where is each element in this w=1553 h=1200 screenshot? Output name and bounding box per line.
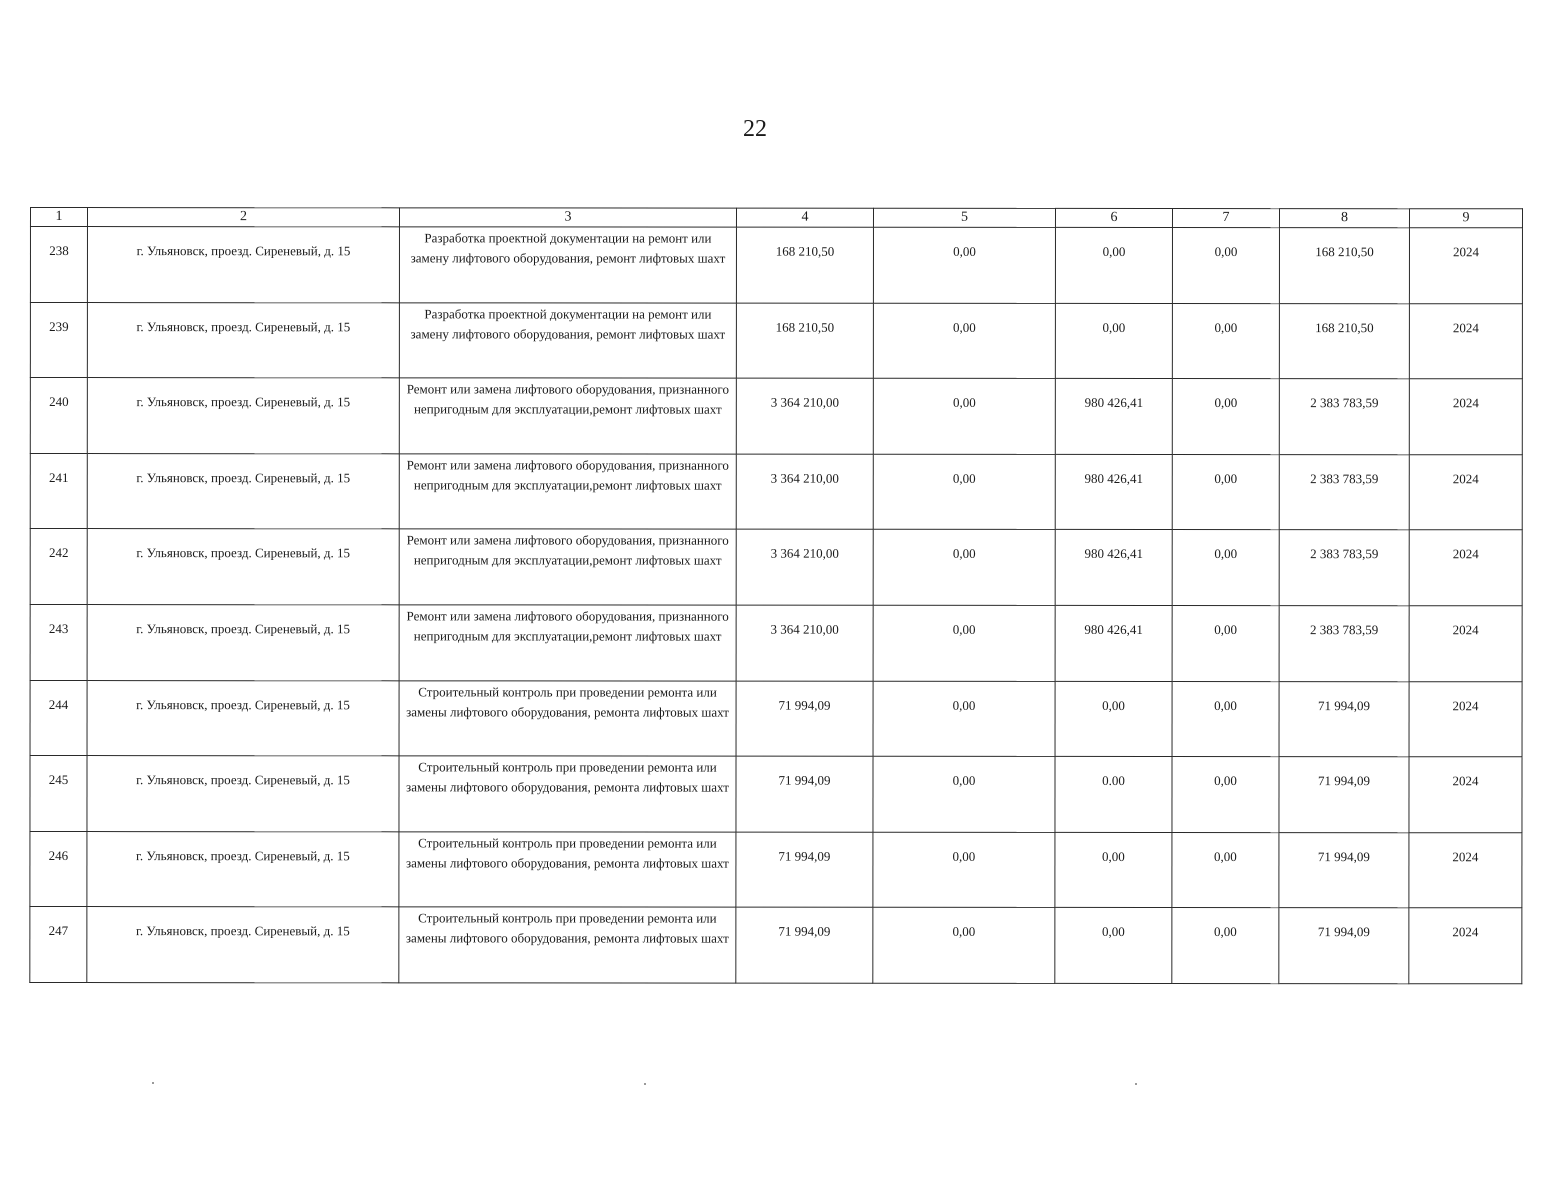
address-cell: г. Ульяновск, проезд. Сиреневый, д. 15 (87, 756, 399, 832)
header-col-1: 1 (30, 208, 87, 227)
header-col-5: 5 (873, 208, 1055, 227)
col6-cell: 980 426,41 (1055, 605, 1172, 681)
work-description-cell: Ремонт или замена лифтового оборудования, признанного непригодным для эксплуатации,ремонт лифтовых шахт (399, 605, 736, 681)
col5-cell: 0,00 (873, 681, 1055, 757)
col8-cell: 71 994,09 (1279, 832, 1409, 908)
work-description-cell: Разработка проектной документации на ремонт или замену лифтового оборудования, ремонт лифтовых шахт (399, 227, 736, 303)
address-cell: г. Ульяновск, проезд. Сиреневый, д. 15 (87, 605, 399, 681)
total-cost-cell: 3 364 210,00 (736, 454, 873, 530)
year-cell: 2024 (1409, 303, 1522, 379)
total-cost-cell: 71 994,09 (736, 756, 873, 832)
work-description-cell: Строительный контроль при проведении ремонта или замены лифтового оборудования, ремонта лифтовых шахт (399, 756, 736, 832)
col7-cell: 0,00 (1172, 908, 1279, 984)
col8-cell: 168 210,50 (1279, 228, 1409, 304)
row-number: 239 (30, 302, 87, 378)
row-number: 240 (30, 378, 87, 454)
work-description-cell: Ремонт или замена лифтового оборудования, признанного непригодным для эксплуатации,ремонт лифтовых шахт (399, 529, 736, 605)
col7-cell: 0,00 (1172, 832, 1279, 908)
header-col-2: 2 (87, 208, 399, 227)
row-number: 241 (30, 453, 87, 529)
row-number: 246 (30, 831, 87, 907)
col6-cell: 980 426,41 (1055, 454, 1172, 530)
col5-cell: 0,00 (873, 378, 1055, 454)
total-cost-cell: 3 364 210,00 (736, 605, 873, 681)
address-cell: г. Ульяновск, проезд. Сиреневый, д. 15 (87, 378, 399, 454)
row-number: 247 (30, 907, 87, 983)
address-cell: г. Ульяновск, проезд. Сиреневый, д. 15 (87, 453, 399, 529)
header-col-9: 9 (1409, 209, 1522, 228)
col8-cell: 168 210,50 (1279, 303, 1409, 379)
table-row (30, 907, 1522, 984)
works-table (29, 207, 1523, 984)
total-cost-cell: 3 364 210,00 (736, 529, 873, 605)
table-body (30, 227, 1523, 984)
scan-speck (644, 1083, 646, 1085)
col7-cell: 0,00 (1172, 530, 1279, 606)
table-row (30, 680, 1522, 757)
col5-cell: 0,00 (873, 605, 1055, 681)
year-cell: 2024 (1409, 379, 1522, 455)
address-cell: г. Ульяновск, проезд. Сиреневый, д. 15 (87, 680, 399, 756)
table-row (30, 529, 1522, 606)
work-description-cell: Строительный контроль при проведении ремонта или замены лифтового оборудования, ремонта лифтовых шахт (399, 832, 736, 908)
col6-cell: 0.00 (1055, 757, 1172, 833)
table-row (30, 227, 1522, 304)
col8-cell: 71 994,09 (1279, 681, 1409, 757)
col6-cell: 980 426,41 (1055, 530, 1172, 606)
total-cost-cell: 71 994,09 (736, 681, 873, 757)
col5-cell: 0,00 (873, 756, 1055, 832)
col8-cell: 71 994,09 (1279, 757, 1409, 833)
header-col-3: 3 (399, 208, 736, 227)
year-cell: 2024 (1409, 908, 1522, 984)
table-row (30, 831, 1522, 908)
header-col-6: 6 (1055, 208, 1172, 227)
col7-cell: 0,00 (1172, 454, 1279, 530)
col6-cell: 0,00 (1055, 908, 1172, 984)
col7-cell: 0,00 (1172, 379, 1279, 455)
row-number: 242 (30, 529, 87, 605)
col5-cell: 0,00 (873, 303, 1055, 379)
year-cell: 2024 (1409, 454, 1522, 530)
col5-cell: 0,00 (873, 454, 1055, 530)
work-description-cell: Разработка проектной документации на ремонт или замену лифтового оборудования, ремонт лифтовых шахт (399, 302, 736, 378)
address-cell: г. Ульяновск, проезд. Сиреневый, д. 15 (87, 831, 399, 907)
table-row (30, 302, 1522, 379)
page-number: 22 (743, 116, 767, 142)
work-description-cell: Строительный контроль при проведении ремонта или замены лифтового оборудования, ремонта лифтовых шахт (399, 680, 736, 756)
year-cell: 2024 (1409, 832, 1522, 908)
col6-cell: 0,00 (1055, 681, 1172, 757)
header-col-4: 4 (736, 208, 873, 227)
col7-cell: 0,00 (1172, 757, 1279, 833)
col6-cell: 0,00 (1055, 303, 1172, 379)
year-cell: 2024 (1409, 681, 1522, 757)
table-row (30, 604, 1522, 681)
total-cost-cell: 3 364 210,00 (736, 378, 873, 454)
address-cell: г. Ульяновск, проезд. Сиреневый, д. 15 (87, 302, 399, 378)
year-cell: 2024 (1409, 530, 1522, 606)
row-number: 245 (30, 756, 87, 832)
col7-cell: 0,00 (1172, 605, 1279, 681)
row-number: 243 (30, 604, 87, 680)
work-description-cell: Ремонт или замена лифтового оборудования, признанного непригодным для эксплуатации,ремонт лифтовых шахт (399, 454, 736, 530)
address-cell: г. Ульяновск, проезд. Сиреневый, д. 15 (87, 227, 399, 303)
col6-cell: 980 426,41 (1055, 379, 1172, 455)
table-row (30, 453, 1522, 530)
col8-cell: 2 383 783,59 (1279, 606, 1409, 682)
table-header (30, 208, 1522, 228)
col5-cell: 0,00 (873, 832, 1055, 908)
col6-cell: 0,00 (1055, 227, 1172, 303)
total-cost-cell: 71 994,09 (736, 832, 873, 908)
address-cell: г. Ульяновск, проезд. Сиреневый, д. 15 (87, 907, 399, 983)
header-row (30, 208, 1522, 228)
col5-cell: 0,00 (873, 908, 1055, 984)
year-cell: 2024 (1409, 757, 1522, 833)
header-col-7: 7 (1172, 208, 1279, 227)
address-cell: г. Ульяновск, проезд. Сиреневый, д. 15 (87, 529, 399, 605)
year-cell: 2024 (1409, 228, 1522, 304)
col7-cell: 0,00 (1172, 303, 1279, 379)
table-row (30, 378, 1522, 455)
total-cost-cell: 168 210,50 (736, 303, 873, 379)
col8-cell: 2 383 783,59 (1279, 454, 1409, 530)
work-description-cell: Ремонт или замена лифтового оборудования, признанного непригодным для эксплуатации,ремонт лифтовых шахт (399, 378, 736, 454)
col7-cell: 0,00 (1172, 681, 1279, 757)
table-row (30, 756, 1522, 833)
row-number: 244 (30, 680, 87, 756)
col8-cell: 71 994,09 (1279, 908, 1409, 984)
col5-cell: 0,00 (873, 530, 1055, 606)
col6-cell: 0,00 (1055, 832, 1172, 908)
scan-speck (1135, 1083, 1137, 1085)
total-cost-cell: 71 994,09 (736, 907, 873, 983)
scan-speck (152, 1082, 154, 1084)
col7-cell: 0,00 (1172, 227, 1279, 303)
year-cell: 2024 (1409, 606, 1522, 682)
row-number: 238 (30, 227, 87, 303)
col8-cell: 2 383 783,59 (1279, 379, 1409, 455)
col5-cell: 0,00 (873, 227, 1055, 303)
header-col-8: 8 (1279, 209, 1409, 228)
col8-cell: 2 383 783,59 (1279, 530, 1409, 606)
total-cost-cell: 168 210,50 (736, 227, 873, 303)
work-description-cell: Строительный контроль при проведении ремонта или замены лифтового оборудования, ремонта лифтовых шахт (399, 907, 736, 983)
